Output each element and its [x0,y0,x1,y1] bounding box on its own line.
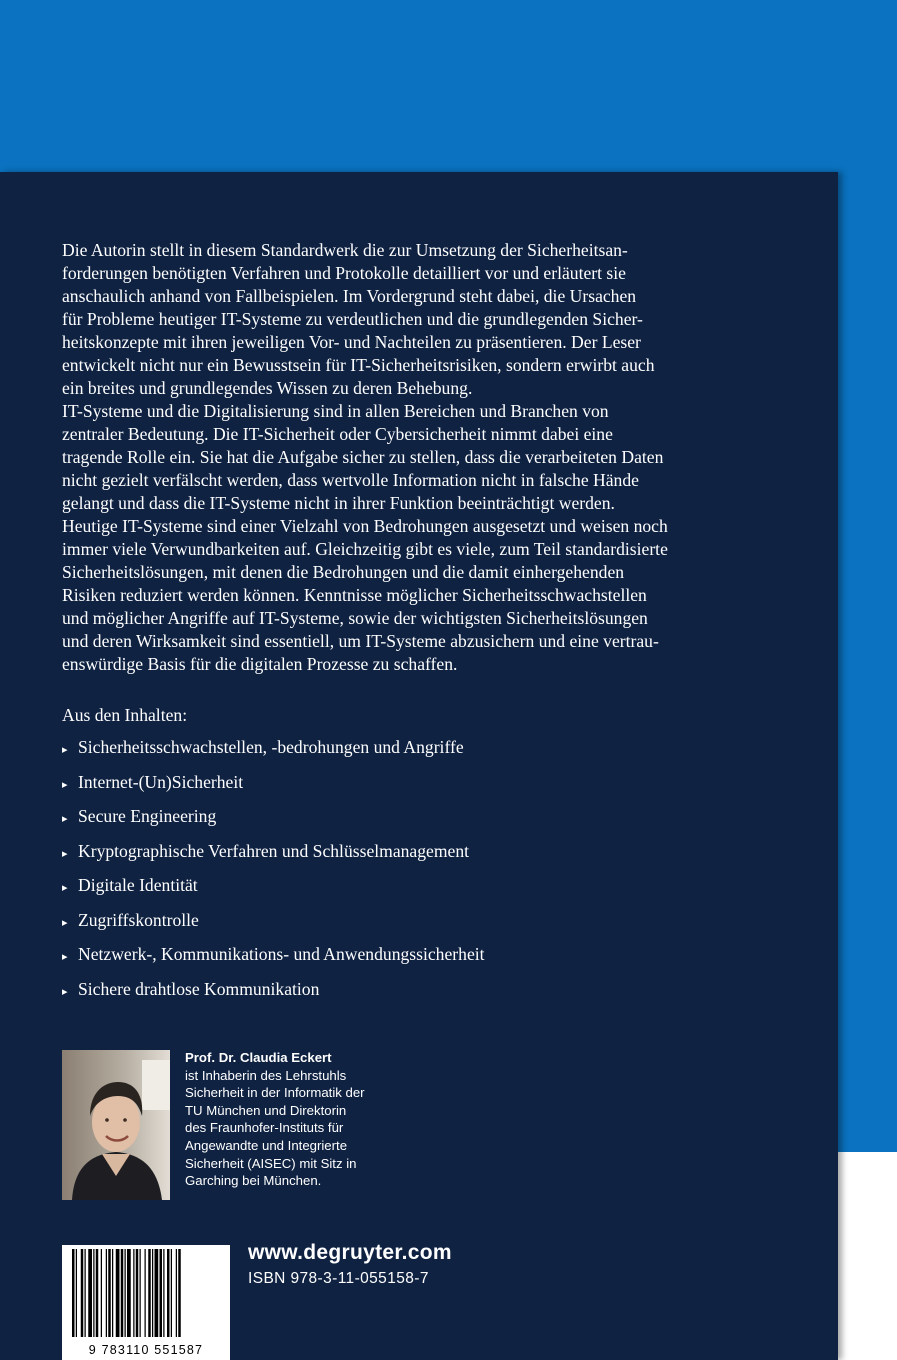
bullet-icon: ▸ [62,778,68,791]
list-item-label: Internet-(Un)Sicherheit [78,771,244,792]
isbn-number: ISBN 978-3-11-055158-7 [248,1270,429,1287]
list-item [62,736,485,771]
list-item-label: Netzwerk-, Kommunikations- und Anwendungssicherheit [78,944,485,964]
author-photo [62,1050,170,1200]
description-text [62,239,782,676]
list-item [62,909,485,944]
author-portrait-image [62,1050,170,1200]
author-info [185,1049,415,1190]
list-item-label: Zugriffskontrolle [78,909,199,930]
publisher-website: www.degruyter.com [248,1241,452,1264]
list-item-label: Sichere drahtlose Kommunikation [78,978,320,999]
list-item-label: Sicherheitsschwachstellen, -bedrohungen und Angriffe [78,737,464,757]
list-item-label: Secure Engineering [78,806,217,826]
list-item [62,840,485,875]
list-item [62,805,485,840]
barcode-digits: 9 783110 551587 [88,1343,204,1357]
bullet-icon: ▸ [62,985,68,998]
bullet-icon: ▸ [62,882,68,894]
description-paragraph-2: IT-Systeme und die Digitalisierung sind in allen Bereichen und Branchen von zentraler Bedeutung. Die IT-Sicherheit oder Cybersicherheit nimmt dabei eine tragende Rolle ein. Sie hat die Aufgabe sicher zu stellen, dass die verarbeiteten Daten nicht gezielt verfälscht werden, dass wertvolle Information nicht in falsche Hände gelangt und dass die IT-Systeme nicht in ihrer Funktion beeinträchtigt werden. [62,401,664,513]
list-item [62,771,485,806]
bullet-icon: ▸ [62,813,68,825]
bullet-icon: ▸ [62,744,68,756]
contents-list [62,736,485,1012]
list-item-label: Kryptographische Verfahren und Schlüsselmanagement [78,840,470,861]
list-item-label: Digitale Identität [78,875,198,895]
list-item [62,978,485,1013]
bullet-icon: ▸ [62,951,68,963]
bullet-icon: ▸ [62,847,68,860]
author-bio: ist Inhaberin des Lehrstuhls Sicherheit in der Informatik der TU München und Direktorin des Fraunhofer-Instituts für Angewandte und Integrierte Sicherheit (AISEC) mit Sitz in Garching bei München. [185,1067,365,1189]
list-item [62,874,485,909]
barcode-bars [62,1245,230,1340]
author-name: Prof. Dr. Claudia Eckert [185,1050,332,1065]
description-paragraph-3: Heutige IT-Systeme sind einer Vielzahl von Bedrohungen ausgesetzt und weisen noch immer viele Verwundbarkeiten auf. Gleichzeitig gibt es viele, zum Teil standardisierte Sicherheitslösungen, mit denen die Bedrohungen und die damit einhergehenden Risiken reduziert werden können. Kenntnisse möglicher Sicherheitsschwachstellen und möglicher Angriffe auf IT-Systeme, sowie der wichtigsten Sicherheitslösungen und deren Wirksamkeit sind essentiell, um IT-Systeme abzusichern und eine vertrau- enswürdige Basis für die digitalen Prozesse zu schaffen. [62,516,668,674]
description-paragraph-1: Die Autorin stellt in diesem Standardwerk die zur Umsetzung der Sicherheitsan- forderungen benötigten Verfahren und Protokolle detailliert vor und erläutert sie anschaulich anhand von Fallbeispielen. Im Vordergrund steht dabei, die Ursachen für Probleme heutiger IT-Systeme zu verdeutlichen und die grundlegenden Sicher- heitskonzepte mit ihren jeweiligen Vor- und Nachteilen zu präsentieren. Der Leser entwickelt nicht nur ein Bewusstsein für IT-Sicherheitsrisiken, sondern erwirbt auch ein breites und grundlegendes Wissen zu deren Behebung. [62,240,655,398]
list-item [62,943,485,978]
isbn-barcode [62,1245,230,1360]
contents-heading: Aus den Inhalten: [62,705,188,725]
bullet-icon: ▸ [62,916,68,929]
